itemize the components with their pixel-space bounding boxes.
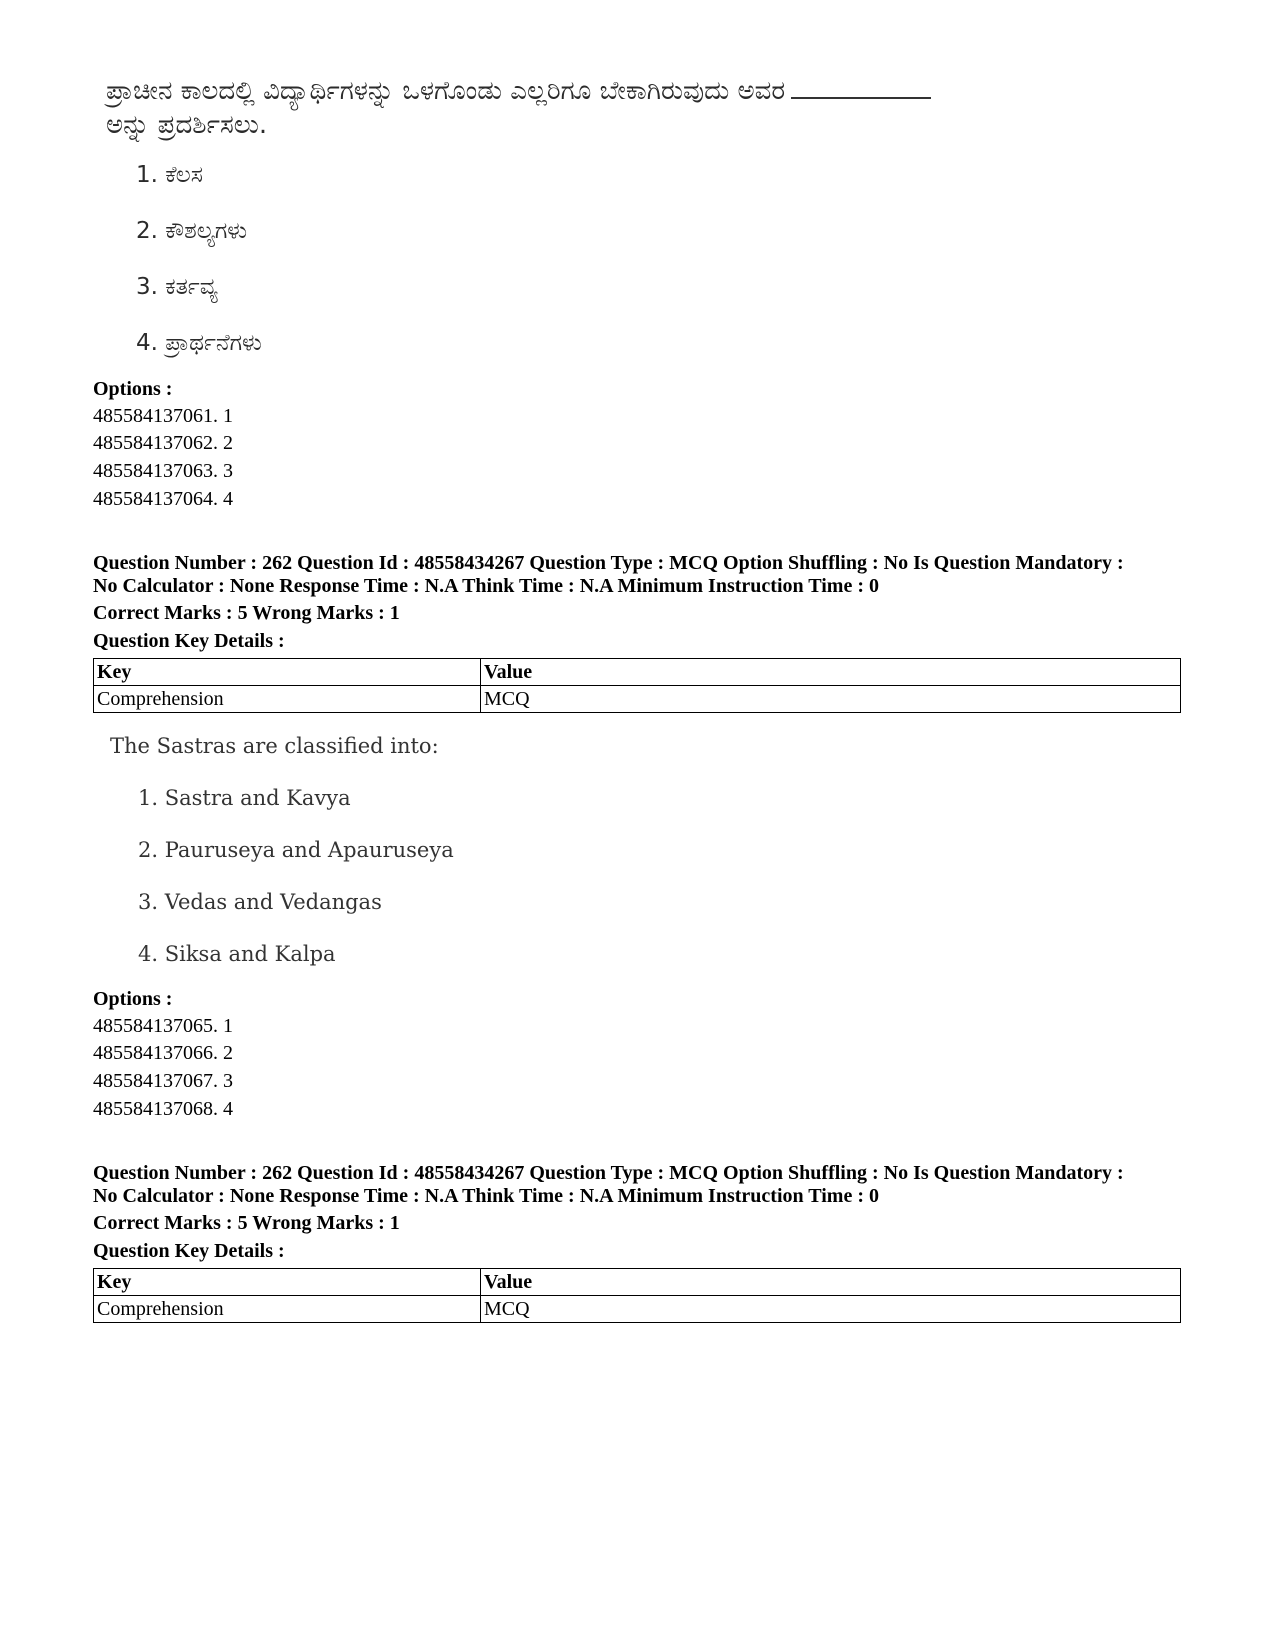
choice-3: 3. Vedas and Vedangas <box>138 890 382 914</box>
choice-2: 2. Pauruseya and Apauruseya <box>138 838 454 862</box>
header-value: Value <box>481 659 1181 686</box>
option-id: 485584137063. 3 <box>93 460 233 482</box>
option-id: 485584137064. 4 <box>93 488 233 510</box>
choice-4: 4. ಪ್ರಾರ್ಥನೆಗಳು <box>136 330 262 356</box>
key-details-table <box>93 658 1181 713</box>
key-details-table <box>93 1268 1181 1323</box>
key-details-label: Question Key Details : <box>93 1240 285 1262</box>
header-value: Value <box>481 1269 1181 1296</box>
marks-line: Correct Marks : 5 Wrong Marks : 1 <box>93 1212 400 1234</box>
meta-line-1: Question Number : 262 Question Id : 48558434267 Question Type : MCQ Option Shuffling : No Is Question Mandatory : <box>93 1162 1124 1184</box>
meta-line-1: Question Number : 262 Question Id : 48558434267 Question Type : MCQ Option Shuffling : No Is Question Mandatory : <box>93 552 1124 574</box>
cell-key: Comprehension <box>94 1296 481 1323</box>
answer-blank <box>791 75 931 99</box>
choice-3: 3. ಕರ್ತವ್ಯ <box>136 274 218 300</box>
cell-value: MCQ <box>481 686 1181 713</box>
cell-value: MCQ <box>481 1296 1181 1323</box>
options-label: Options : <box>93 378 173 400</box>
table-header-row <box>94 1269 1181 1296</box>
option-id: 485584137061. 1 <box>93 405 233 427</box>
question-stem-english: The Sastras are classified into: <box>110 734 439 758</box>
options-label: Options : <box>93 988 173 1010</box>
table-row <box>94 1296 1181 1323</box>
table-row <box>94 686 1181 713</box>
key-details-label: Question Key Details : <box>93 630 285 652</box>
option-id: 485584137062. 2 <box>93 432 233 454</box>
header-key: Key <box>94 659 481 686</box>
choice-1: 1. ಕೆಲಸ <box>136 162 203 188</box>
option-id: 485584137068. 4 <box>93 1098 233 1120</box>
option-id: 485584137066. 2 <box>93 1042 233 1064</box>
meta-line-2: No Calculator : None Response Time : N.A Think Time : N.A Minimum Instruction Time : 0 <box>93 1185 879 1207</box>
meta-line-2: No Calculator : None Response Time : N.A Think Time : N.A Minimum Instruction Time : 0 <box>93 575 879 597</box>
choice-1: 1. Sastra and Kavya <box>138 786 351 810</box>
marks-line: Correct Marks : 5 Wrong Marks : 1 <box>93 602 400 624</box>
cell-key: Comprehension <box>94 686 481 713</box>
option-id: 485584137067. 3 <box>93 1070 233 1092</box>
stem-line-1: ಪ್ರಾಚೀನ ಕಾಲದಲ್ಲಿ ವಿದ್ಯಾರ್ಥಿಗಳನ್ನು ಒಳಗೊಂಡು ಎಲ್ಲರಿಗೂ ಬೇಕಾಗಿರುವುದು ಅವರ <box>106 76 786 106</box>
option-id: 485584137065. 1 <box>93 1015 233 1037</box>
header-key: Key <box>94 1269 481 1296</box>
stem-line-2: ಅನ್ನು ಪ್ರದರ್ಶಿಸಲು. <box>106 110 268 140</box>
choice-2: 2. ಕೌಶಲ್ಯಗಳು <box>136 218 248 244</box>
choice-4: 4. Siksa and Kalpa <box>138 942 336 966</box>
question-stem-kannada <box>106 74 1126 142</box>
table-header-row <box>94 659 1181 686</box>
question-meta <box>93 552 1193 598</box>
question-meta <box>93 1162 1193 1208</box>
